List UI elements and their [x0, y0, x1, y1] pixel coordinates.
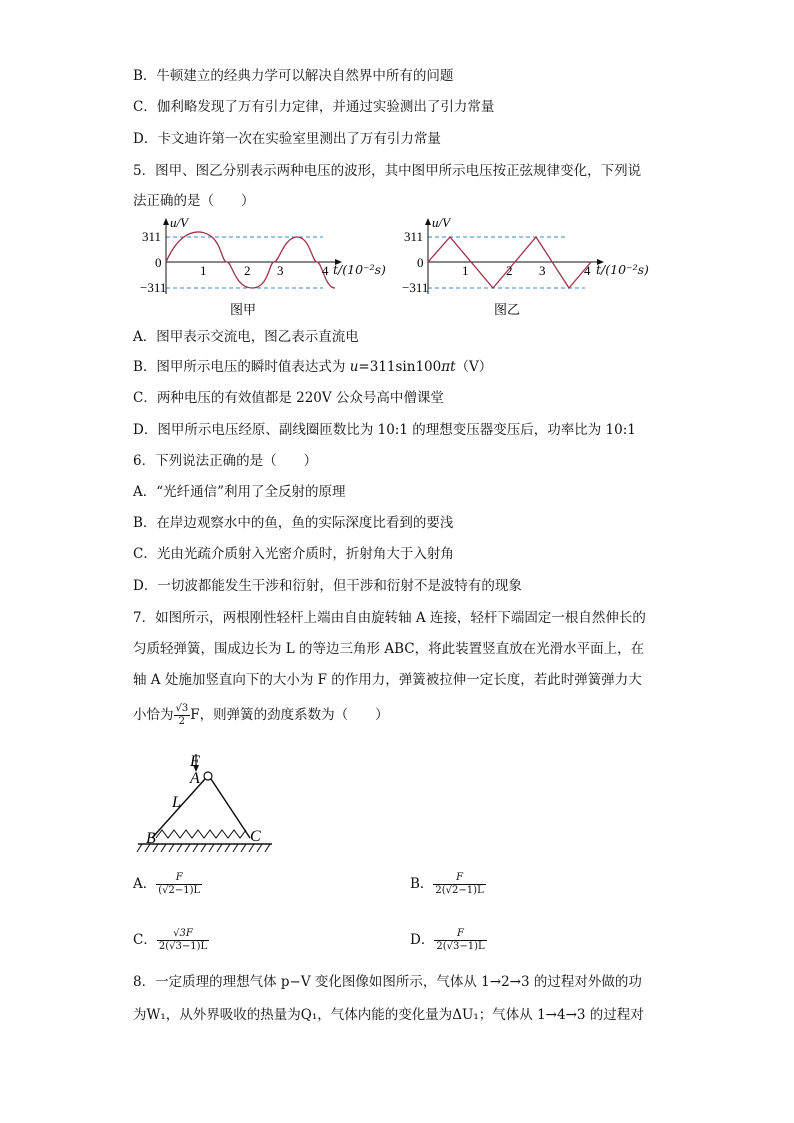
tick-1-jia: 1 [200, 263, 207, 278]
y-top-yi: 311 [404, 229, 424, 244]
q6-option-c: C．光由光疏介质射入光密介质时，折射角大于入射角 [133, 546, 454, 562]
tick-2-jia: 2 [244, 263, 251, 278]
q7-option-d: D． $\frac{F}{2(√3-1)L}$ [410, 928, 485, 952]
xlabel-yi-text: t/(10⁻²s) [596, 262, 649, 277]
q6-option-a: A．“光纤通信”利用了全反射的原理 [133, 484, 346, 500]
q6-stem: 6．下列说法正确的是（ ） [133, 453, 318, 469]
tick-4-yi: 4 [584, 263, 591, 278]
spring [156, 830, 246, 838]
q6-option-d: D．一切波都能发生干涉和衍射，但干涉和衍射不是波特有的现象 [133, 578, 522, 594]
q5-option-c: C．两种电压的有效值都是 220V 公众号高中僧课堂 [133, 390, 444, 406]
q7-option-a: A． $\frac{F}{(√2-1)L}$ [133, 872, 201, 896]
q5-option-d: D．图甲所示电压经原、副线圈匝数比为 10:1 的理想变压器变压后，功率比为 10:1 [133, 422, 636, 438]
q7-option-c: C． $\frac{√3F}{2(√3-1)L}$ [133, 928, 208, 952]
tick-3-jia: 3 [277, 263, 284, 278]
y-top-jia: 311 [142, 229, 162, 244]
ylabel-jia: u/V [170, 215, 189, 230]
y-bottom-yi: −311 [402, 280, 429, 295]
q4-option-d: D．卡文迪许第一次在实验室里测出了万有引力常量 [133, 131, 441, 147]
graph-jia [140, 210, 360, 325]
label-B: B [146, 830, 156, 847]
q6-option-b: B．在岸边观察水中的鱼，鱼的实际深度比看到的要浅 [133, 515, 454, 531]
q7-stem-line2: 匀质轻弹簧，围成边长为 L 的等边三角形 ABC，将此装置竖直放在光滑水平面上，在 [133, 641, 645, 657]
q7-option-b: B． $\frac{F}{2(√2-1)L}$ [410, 872, 484, 896]
label-L: L [172, 794, 181, 811]
caption-jia: 图甲 [230, 302, 257, 317]
q8-stem-line2: 为W₁，从外界吸收的热量为Q₁，气体内能的变化量为ΔU₁；气体从 1→4→3 的过程对 [133, 1007, 644, 1023]
caption-yi: 图乙 [494, 302, 521, 317]
q4-option-b: B．牛顿建立的经典力学可以解决自然界中所有的问题 [133, 68, 454, 84]
graph-yi [402, 210, 622, 325]
q7-stem-line1: 7．如图所示，两根刚性轻杆上端由自由旋转轴 A 连接，轻杆下端固定一根自然伸长的 [133, 610, 646, 626]
q5-option-b: B．图甲所示电压的瞬时值表达式为 u=311sin100πt（V） [133, 359, 493, 375]
label-F: F [190, 753, 200, 770]
q5-option-a: A．图甲表示交流电，图乙表示直流电 [133, 329, 359, 345]
triangle-spring-figure [132, 748, 277, 858]
q4-option-c: C．伽利略发现了万有引力定律，并通过实验测出了引力常量 [133, 99, 495, 115]
y-zero-yi: 0 [417, 255, 424, 270]
tick-3-yi: 3 [539, 263, 546, 278]
q5-stem-line2: 法正确的是（ ） [133, 193, 255, 209]
ylabel-yi: u/V [432, 215, 451, 230]
tick-4-jia: 4 [322, 263, 329, 278]
q7-stem-line3: 轴 A 处施加竖直向下的大小为 F 的作用力，弹簧被拉伸一定长度，若此时弹簧弹力大 [133, 672, 642, 688]
sine-curve [166, 232, 335, 288]
tick-2-yi: 2 [506, 263, 513, 278]
q8-stem-line1: 8．一定质理的理想气体 p−V 变化图像如图所示，气体从 1→2→3 的过程对外做的功 [133, 974, 642, 990]
xlabel-jia-text: t/(10⁻²s) [333, 262, 386, 277]
y-zero-jia: 0 [155, 255, 162, 270]
sqrt3-over-2-fraction: $\frac{√3}{2}$ [175, 703, 189, 727]
q5-stem-line1: 5．图甲、图乙分别表示两种电压的波形，其中图甲所示电压按正弦规律变化，下列说 [133, 163, 642, 179]
label-A: A [190, 770, 200, 787]
label-C: C [250, 828, 261, 845]
y-bottom-jia: −311 [140, 280, 167, 295]
q7-stem-line4: 小恰为 $\frac{√3}{2}$ F，则弹簧的劲度系数为（ ） [133, 703, 389, 727]
tick-1-yi: 1 [462, 263, 469, 278]
